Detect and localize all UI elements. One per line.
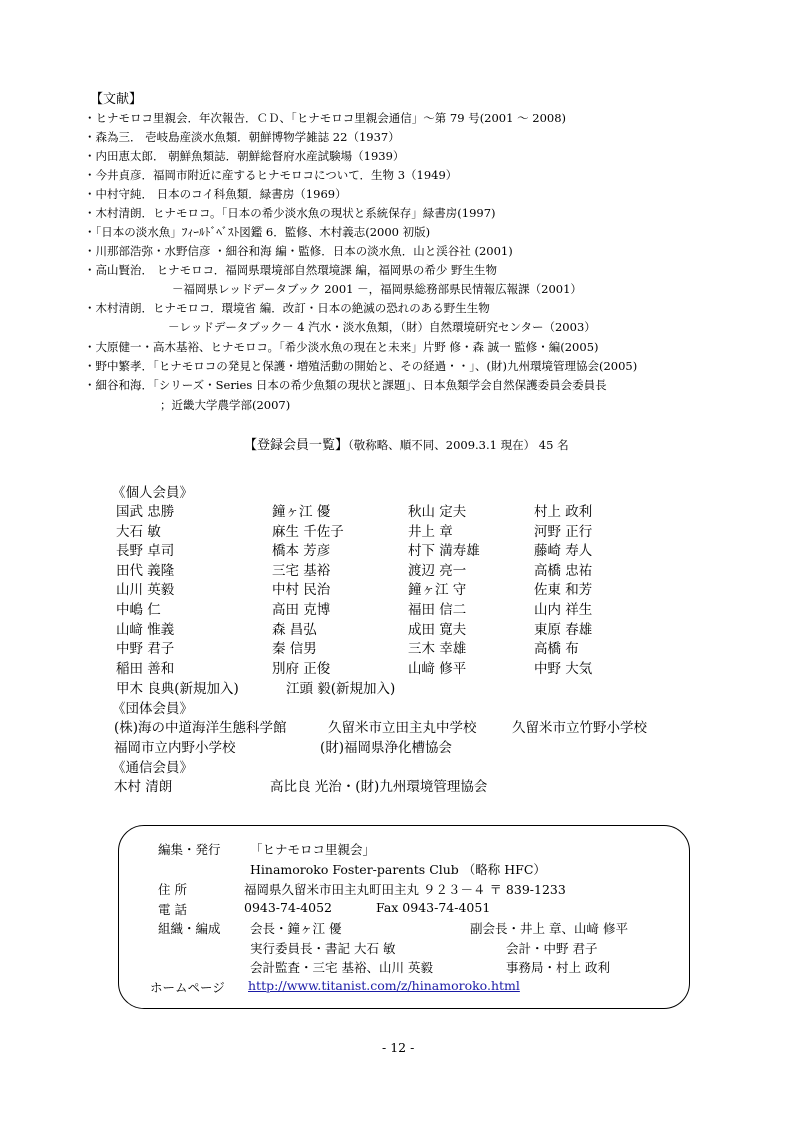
homepage-label: ホームページ [150, 980, 225, 995]
group-member: 久留米市立田主丸中学校 [328, 720, 477, 736]
reference-item: ・ヒナモロコ里親会．年次報告．ＣＤ、「ヒナモロコ里親会通信」～第 79 号(2001 ～ 2008) [84, 111, 567, 125]
member-name: 山川 英毅 [116, 582, 175, 599]
group-members-label: 《団体会員》 [112, 701, 193, 717]
editor-value: 「ヒナモロコ里親会」 [250, 842, 376, 857]
member-name: 鐘ヶ江 優 [272, 504, 331, 520]
group-member: (財)福岡県浄化槽協会 [320, 740, 453, 756]
reference-item: ・野中繁孝．「ヒナモロコの発見と保護・増殖活動の開始と、その経過・・」、(財)九州環境管理協会(2005) [84, 359, 638, 373]
org-accountant: 会計・中野 君子 [506, 941, 598, 956]
reference-item: ・森為三． 壱岐島産淡水魚類．朝鮮博物学雑誌 22（1937） [84, 130, 400, 144]
member-name: 中村 民治 [272, 582, 331, 599]
editor-label: 編集・発行 [158, 842, 221, 857]
group-member: (株)海の中道海洋生態科学館 [114, 720, 287, 736]
members-title [244, 434, 569, 453]
reference-item-continued: －福岡県レッドデータブック 2001 －，福岡県総務部県民情報広報課（2001） [172, 282, 582, 296]
phone-value: 0943-74-4052 [244, 900, 332, 915]
correspondence-members-label: 《通信会員》 [112, 760, 193, 776]
reference-item: ・今井貞彦．福岡市附近に産するヒナモロコについて．生物 3（1949） [84, 168, 458, 182]
address-value: 福岡県久留米市田主丸町田主丸 ９２３－４ 〒 839-1233 [244, 882, 566, 897]
member-name: 三宅 基裕 [272, 562, 331, 579]
group-member: 久留米市立竹野小学校 [512, 720, 647, 736]
member-name: 大石 敏 [116, 523, 161, 540]
member-name: 森 昌弘 [272, 621, 317, 638]
reference-item: ・川那部浩弥・水野信彦 ・細谷和海 編・監修．日本の淡水魚．山と渓谷社 (2001) [84, 244, 513, 258]
address-label: 住 所 [158, 882, 187, 897]
references-heading: 【文献】 [90, 92, 143, 107]
member-name: 麻生 千佐子 [272, 523, 344, 540]
homepage-link[interactable]: http://www.titanist.com/z/hinamoroko.html [248, 978, 520, 993]
org-label: 組織・編成 [158, 921, 221, 936]
page-number: - 12 - [382, 1040, 415, 1055]
member-name: 東原 春雄 [534, 621, 593, 638]
member-name: 山内 祥生 [534, 602, 593, 618]
member-name: 江頭 毅(新規加入) [286, 681, 396, 697]
org-auditors: 会計監査・三宅 基裕、山川 英毅 [250, 960, 433, 975]
member-name: 中野 君子 [116, 641, 175, 658]
phone-label: 電 話 [158, 902, 187, 917]
member-name: 中野 大気 [534, 660, 593, 677]
reference-item-continued: －レッドデータブック－ 4 汽水・淡水魚類，（財）自然環境研究センター（2003） [168, 320, 596, 334]
member-name: 河野 正行 [534, 523, 593, 540]
member-name: 鐘ヶ江 守 [408, 582, 467, 599]
member-name: 高橋 忠祐 [534, 562, 593, 579]
reference-item: ・「日本の淡水魚」ﾌｨｰﾙﾄﾞﾍﾞｽﾄ図鑑 6．監修、木村義志(2000 初版) [84, 225, 431, 239]
org-vice-chairman: 副会長・井上 章、山﨑 修平 [470, 921, 628, 936]
member-name: 甲木 良典(新規加入) [116, 681, 239, 697]
member-name: 木村 清朗 [114, 779, 173, 795]
individual-members-label: 《個人会員》 [112, 485, 193, 501]
member-name: 高橋 布 [534, 641, 579, 658]
member-name: 高比良 光治・(財)九州環境管理協会 [270, 779, 488, 795]
member-name: 渡辺 亮一 [408, 562, 467, 579]
member-name: 長野 卓司 [116, 543, 175, 560]
reference-item: ・木村清朗．ヒナモロコ。「日本の希少淡水魚の現状と系統保存」緑書房(1997) [84, 206, 496, 220]
member-name: 三木 幸雄 [408, 641, 467, 658]
member-name: 国武 忠勝 [116, 504, 175, 520]
member-name: 藤崎 寿人 [534, 543, 593, 560]
member-name: 秋山 定夫 [408, 504, 467, 520]
members-title-text: 【登録会員一覧】 [244, 438, 349, 453]
reference-item: ・内田恵太郎． 朝鮮魚類誌．朝鮮総督府水産試験場（1939） [84, 149, 405, 163]
member-name: 福田 信二 [408, 602, 467, 618]
members-note: （敬称略、順不同、2009.3.1 現在） 45 名 [348, 438, 569, 452]
member-name: 中嶋 仁 [116, 602, 161, 618]
reference-item: ・木村清朗．ヒナモロコ．環境省 編．改訂・日本の絶滅の恐れのある野生生物 [84, 301, 490, 315]
member-name: 橋本 芳彦 [272, 543, 331, 560]
member-name: 稲田 善和 [116, 660, 175, 677]
reference-item: ・中村守純． 日本のコイ科魚類．緑書房（1969） [84, 187, 347, 201]
reference-item-continued: ；近畿大学農学部(2007) [160, 398, 291, 412]
member-name: 山﨑 惟義 [116, 621, 175, 638]
member-name: 山﨑 修平 [408, 660, 467, 677]
member-name: 秦 信男 [272, 641, 317, 658]
reference-item: ・細谷和海．「シリーズ・Series 日本の希少魚類の現状と課題」、日本魚類学会自然保護委員会委員長 [84, 378, 607, 392]
member-name: 別府 正俊 [272, 660, 331, 677]
member-name: 高田 克博 [272, 602, 331, 618]
org-committee: 実行委員長・書記 大石 敏 [250, 941, 396, 956]
member-name: 佐東 和芳 [534, 582, 593, 599]
editor-english-name: Hinamoroko Foster-parents Club （略称 HFC） [250, 862, 546, 877]
member-name: 村下 満寿雄 [408, 543, 480, 560]
member-name: 村上 政利 [534, 504, 593, 520]
org-secretariat: 事務局・村上 政利 [506, 960, 610, 975]
fax-value: Fax 0943-74-4051 [376, 900, 491, 915]
member-name: 成田 寛夫 [408, 621, 467, 638]
group-member: 福岡市立内野小学校 [114, 740, 236, 756]
reference-item: ・高山賢治． ヒナモロコ．福岡県環境部自然環境課 編，福岡県の希少 野生生物 [84, 263, 498, 277]
reference-item: ・大原健一・高木基裕、ヒナモロコ。「希少淡水魚の現在と未来」片野 修・森 誠一 監修・編(2005) [84, 340, 599, 354]
member-name: 井上 章 [408, 523, 453, 540]
org-chairman: 会長・鐘ヶ江 優 [250, 921, 342, 936]
member-name: 田代 義隆 [116, 562, 175, 579]
